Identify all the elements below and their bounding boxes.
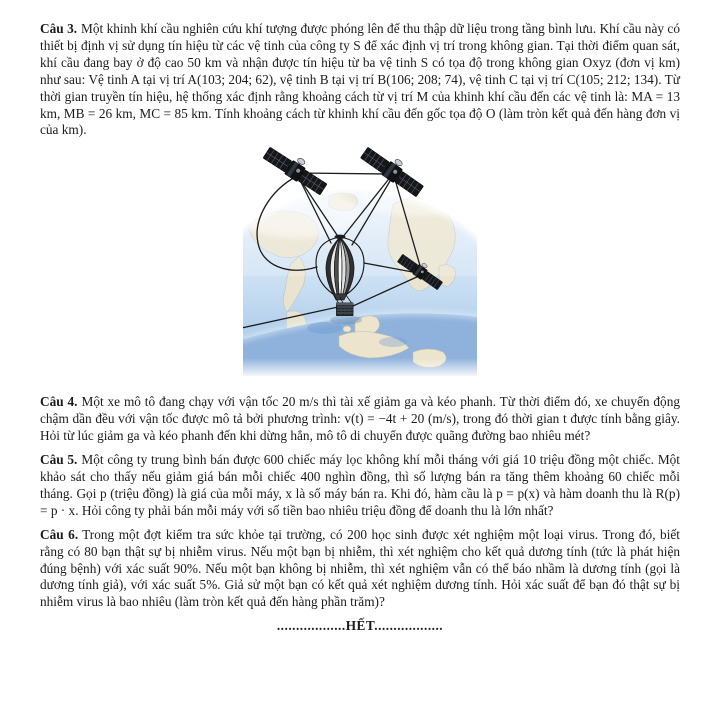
bottom-fade [243, 358, 477, 376]
question-5 [40, 452, 680, 520]
question-4-label: Câu 4. [40, 394, 78, 410]
question-3-text: Một khinh khí cầu nghiên cứu khí tượng được phóng lên để thu thập dữ liệu trong tầng bình lưu. Khí cầu này có thiết bị định vị sử dụng tín hiệu từ các vệ tinh của công ty S để xác định vị trí trong không gian. Tại thời điểm quan sát, khí cầu đang bay ở độ cao 50 km và nhận được tín hiệu từ ba vệ tinh S có tọa độ trong không gian Oxyz (đơn vị km) như sau: Vệ tinh A tại vị trí A(103; 204; 62), vệ tinh B tại vị trí B(106; 208; 74), vệ tinh C tại vị trí C(105; 212; 134). Từ thời gian truyền tín hiệu, hệ thống xác định rằng khoảng cách từ vị trí M của khinh khí cầu đến các vệ tinh là: MA = 13 km, MB = 26 km, MC = 85 km. Tính khoảng cách từ khinh khí cầu đến gốc tọa độ O (làm tròn kết quả đến hàng đơn vị của km). [40, 21, 680, 138]
question-5-text: Một công ty trung bình bán được 600 chiếc máy lọc không khí mỗi tháng với giá 10 triệu đồng một chiếc. Một khảo sát cho thấy nếu giảm giá bán mỗi chiếc 400 nghìn đồng, thì số lượng bán ra tăng thêm khoảng 60 chiếc mỗi tháng. Gọi p (triệu đồng) là giá của mỗi máy, x là số máy bán ra. Khi đó, hàm cầu là p = p(x) và hàm doanh thu là R(p) = p · x. Hỏi công ty phải bán mỗi máy với số tiền bao nhiêu triệu đồng để doanh thu là lớn nhất? [40, 452, 680, 518]
question-5-label: Câu 5. [40, 452, 78, 468]
question-3 [40, 21, 680, 139]
balloon-shadow [330, 316, 362, 325]
question-6-text: Trong một đợt kiểm tra sức khỏe tại trường, có 200 học sinh được xét nghiệm một loại virus. Trong đó, biết rằng có 80 bạn thật sự bị nhiễm virus. Nếu một bạn bị nhiễm, thì xét nghiệm cho kết quả dương tính (tức là phát hiện đúng bệnh) với xác suất 90%. Nếu một bạn không bị nhiễm, thì xét nghiệm vẫn có thể báo nhầm là dương tính (gọi là dương tính giả), với xác suất 5%. Giả sử một bạn có kết quả xét nghiệm dương tính. Hỏi xác suất để bạn đó thật sự bị nhiễm virus là bao nhiêu (làm tròn kết quả đến hàng phần trăm)? [40, 526, 680, 610]
balloon-satellites-figure [243, 146, 477, 376]
balloon-basket [337, 303, 354, 316]
balloon-satellites-illustration [243, 146, 477, 376]
link-sat1-sat2 [299, 173, 389, 174]
question-3-label: Câu 3. [40, 21, 78, 36]
balloon-crown [335, 235, 346, 239]
question-6-label: Câu 6. [40, 526, 79, 542]
satellite-1-icon [262, 146, 331, 196]
question-4 [40, 394, 680, 445]
question-6 [40, 527, 680, 612]
end-marker: ..................HẾT.................. [276, 618, 444, 634]
question-4-text: Một xe mô tô đang chạy với vận tốc 20 m/s thì tài xế giảm ga và kéo phanh. Từ thời điểm đó, xe chuyển động chậm dần đều với vận tốc được mô tả bởi phương trình: v(t) = −4t + 20 (m/s), trong đó thời gian t được tính bằng giây. Hỏi từ lúc giảm ga và kéo phanh đến khi dừng hẳn, mô tô di chuyển được quãng đường bao nhiêu mét? [40, 394, 681, 444]
